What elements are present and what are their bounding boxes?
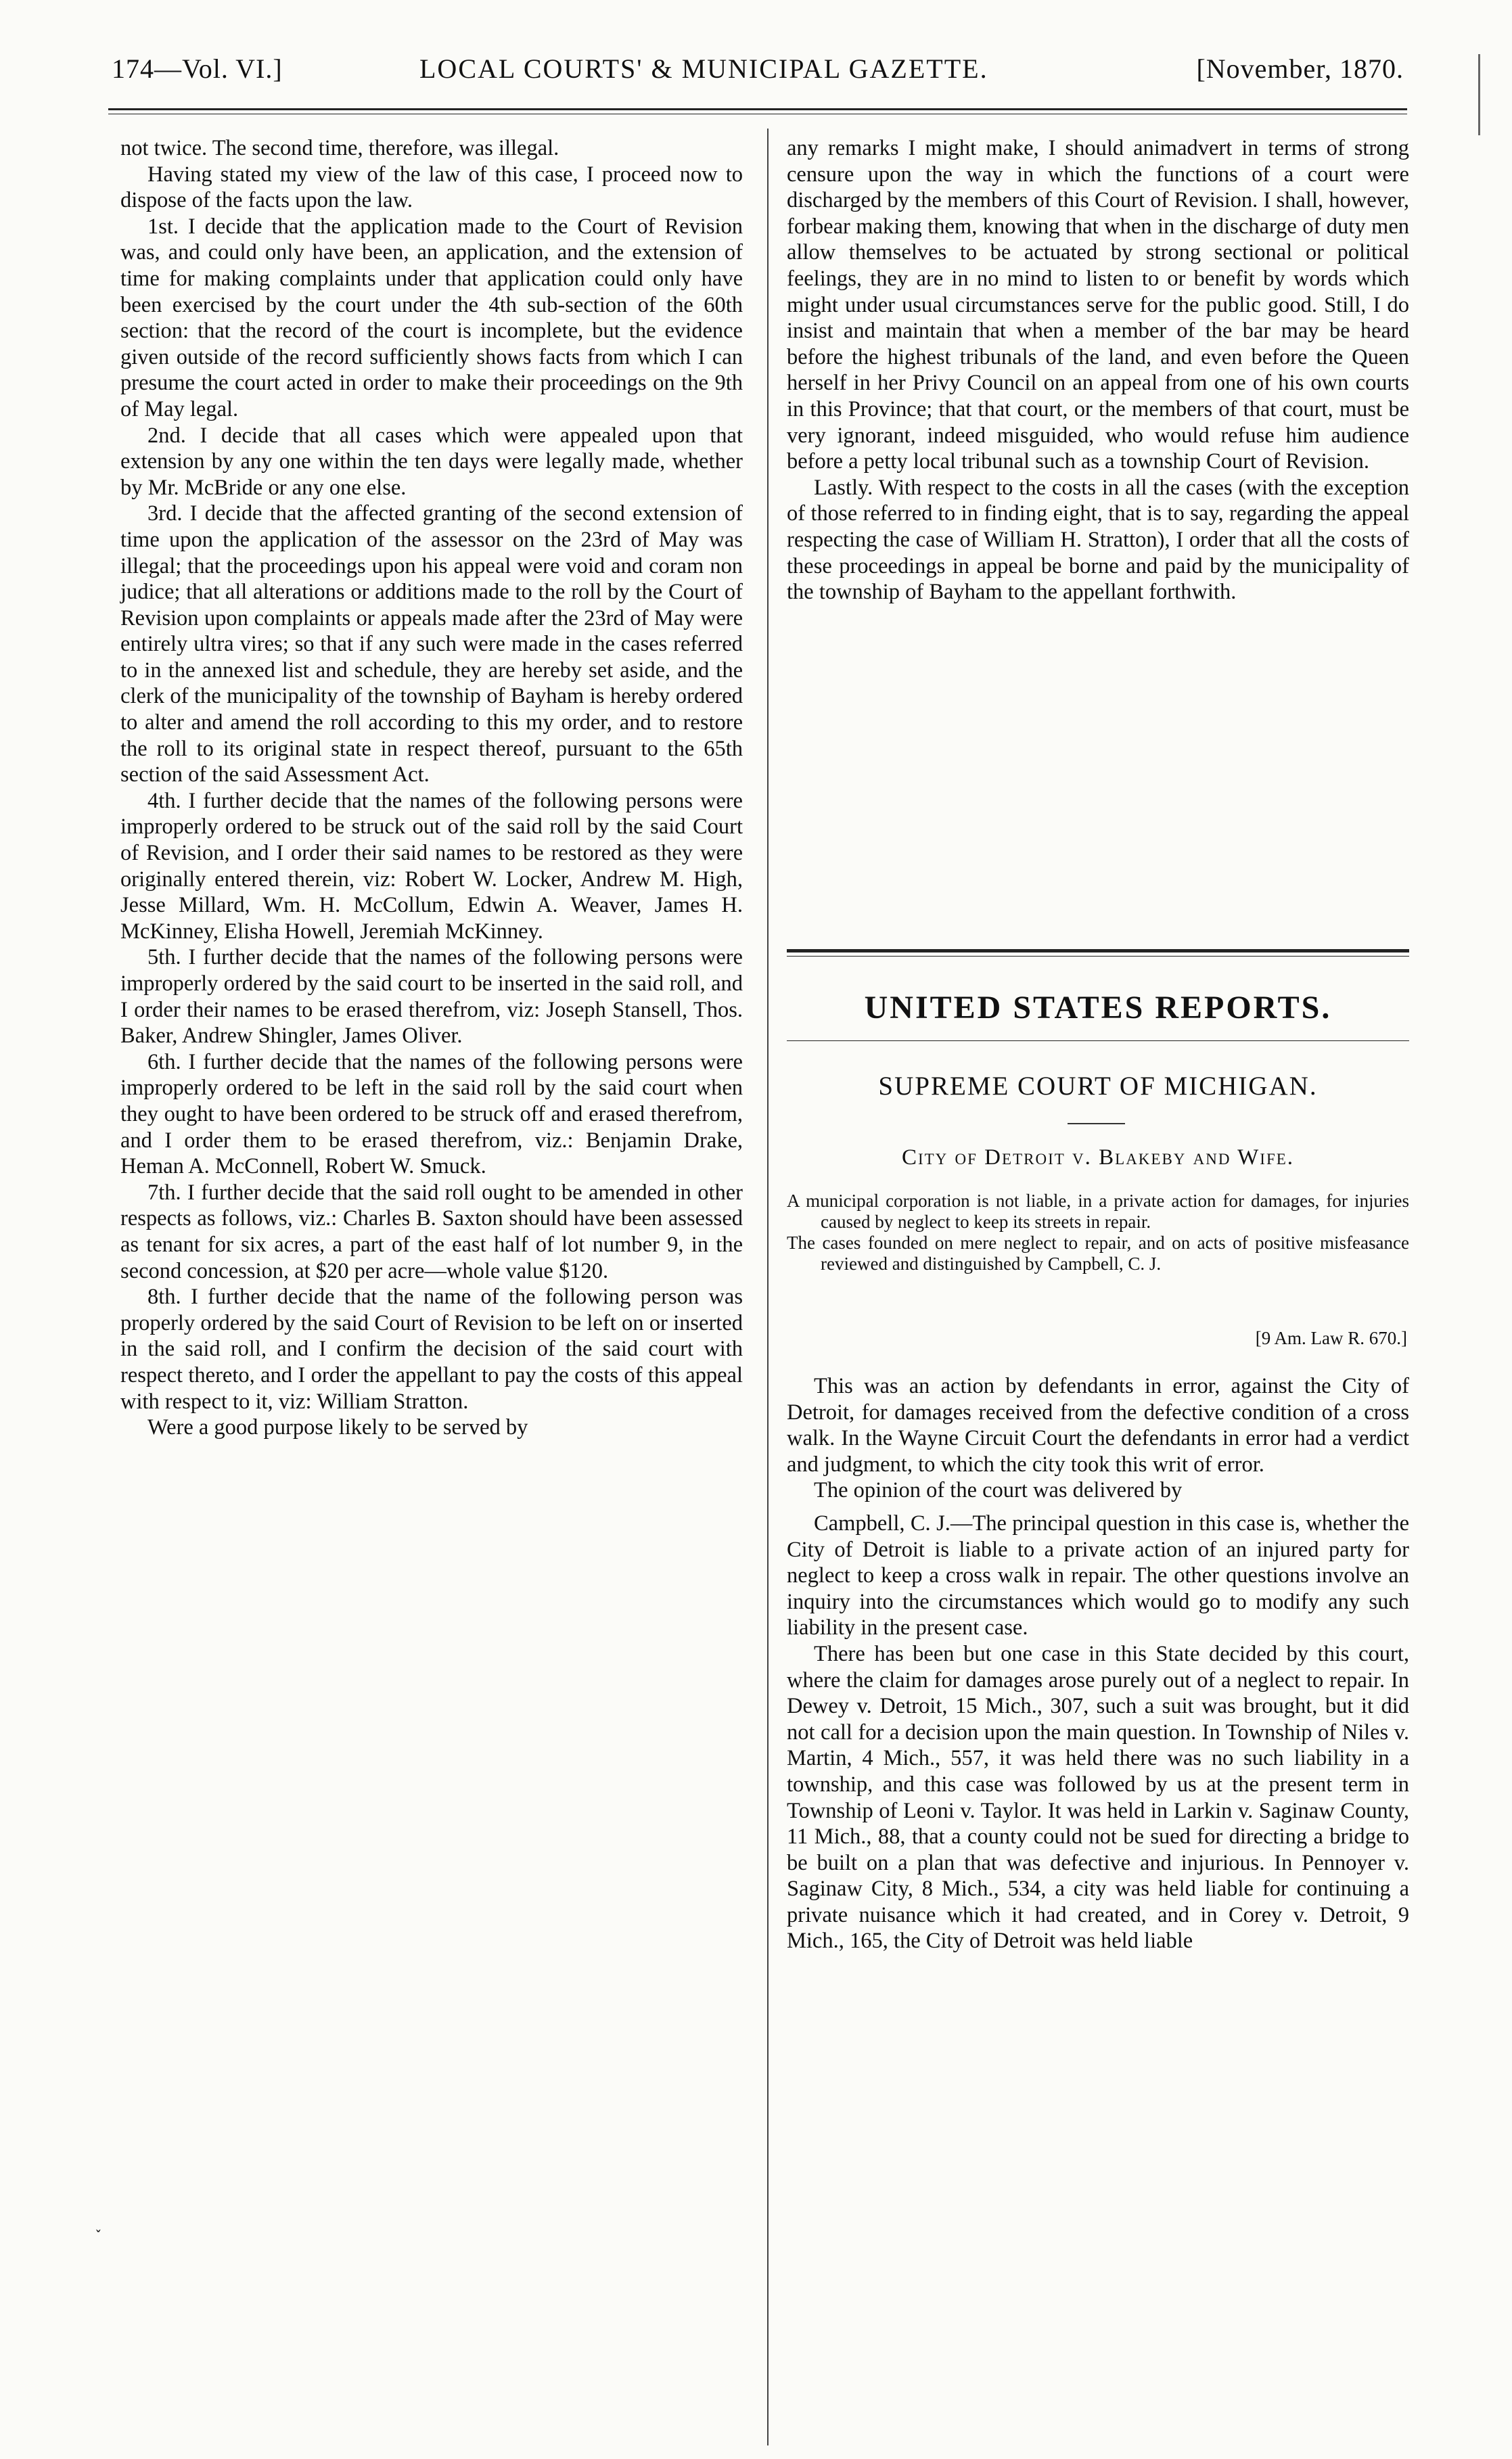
court-rule (1068, 1123, 1125, 1124)
paragraph: 1st. I decide that the application made to the Court of Revision was, and could only have been, an application, and the extension of time for making complaints under that application could only have been exercised by the court under the 4th sub-section of the 60th section: that the record of the court is incomplete, but the evidence given outside of the record sufficiently shows facts from which I can presume the court acted in order to make their proceedings on the 9th of May legal. (120, 214, 743, 421)
case-title: City of Detroit v. Blakeby and Wife. (901, 1145, 1295, 1170)
section-title-rule (787, 1040, 1409, 1041)
section-title: UNITED STATES REPORTS. (864, 990, 1332, 1026)
margin-mark (1478, 54, 1480, 135)
paragraph: 6th. I further decide that the names of the following persons were improperly ordered to be left in the said roll by the said court when they ought to have been ordered to be struck off and erased therefrom, and I order them to be erased therefrom, viz.: Benjamin Drake, Heman A. McConnell, Robert W. Smuck. (120, 1049, 743, 1179)
paragraph: 3rd. I decide that the affected granting of the second extension of time upon the application of the assessor on the 23rd of May was illegal; that the proceedings upon his appeal were void and coram non judice; that all alterations or additions made to the roll by the Court of Revision upon complaints or appeals made after the 23rd of May were entirely ultra vires; so that if any such were made in the cases referred to in the annexed list and schedule, they are hereby set aside, and the clerk of the municipality of the township of Bayham is hereby ordered to alter and amend the roll according to this my order, and to restore the roll to its original state in respect thereof, pursuant to the 65th section of the said Assessment Act. (120, 501, 743, 787)
left-column (120, 135, 743, 1441)
section-rule-thin (787, 956, 1409, 957)
paragraph: 4th. I further decide that the names of the following persons were improperly ordered to be struck out of the said roll by the said Court of Revision, and I order their said names to be restored as they were originally entered therein, viz: Robert W. Locker, Andrew M. High, Jesse Millard, Wm. H. McCollum, Edwin A. Weaver, James H. McKinney, Elisha Howell, Jeremiah McKinney. (120, 788, 743, 944)
section-rule (787, 949, 1409, 952)
headnote: The cases founded on mere neglect to repair, and on acts of positive misfeasance reviewed and distinguished by Campbell, C. J. (787, 1233, 1409, 1274)
paragraph: Campbell, C. J.—The principal question in this case is, whether the City of Detroit is liable to a private action of an injured party for neglect to keep a cross walk in repair. The other questions involve an inquiry into the circumstances which would go to modify any such liability in the present case. (787, 1511, 1409, 1640)
margin-mark-left: ˯ (95, 2209, 102, 2233)
column-divider (767, 129, 769, 2445)
court-name: SUPREME COURT OF MICHIGAN. (878, 1072, 1318, 1101)
paragraph: 5th. I further decide that the names of the following persons were improperly ordered by the said court to be inserted in the said roll, and I order their names to be erased therefrom, viz: Joseph Stansell, Thos. Baker, Andrew Shingler, James Oliver. (120, 945, 743, 1049)
headnotes (787, 1191, 1409, 1274)
citation: [9 Am. Law R. 670.] (1255, 1328, 1407, 1348)
journal-title: LOCAL COURTS' & MUNICIPAL GAZETTE. (419, 53, 988, 84)
right-column-top (787, 135, 1409, 605)
header-rule (108, 108, 1407, 110)
paragraph: Lastly. With respect to the costs in all the cases (with the exception of those referred to in finding eight, that is to say, regarding the appeal respecting the case of William H. Stratton), I order that all the costs of these proceedings in appeal be borne and paid by the municipality of the township of Bayham to the appellant forthwith. (787, 475, 1409, 605)
paragraph: This was an action by defendants in error, against the City of Detroit, for damages received from the defective condition of a cross walk. In the Wayne Circuit Court the defendants in error had a verdict and judgment, to which the city took this writ of error. (787, 1374, 1409, 1477)
paragraph: 8th. I further decide that the name of the following person was properly ordered by the said Court of Revision to be left on or inserted in the said roll, and I confirm the decision of the said court with respect thereto, and I order the appellant to pay the costs of this appeal with respect to it, viz: William Stratton. (120, 1285, 743, 1414)
paragraph: 7th. I further decide that the said roll ought to be amended in other respects as follows, viz.: Charles B. Saxton should have been assessed as tenant for six acres, a part of the east half of lot number 9, in the second concession, at $20 per acre—whole value $120. (120, 1180, 743, 1283)
running-header (112, 53, 1404, 93)
right-column-bottom (787, 1373, 1409, 1954)
headnote: A municipal corporation is not liable, in a private action for damages, for injuries caused by neglect to keep its streets in repair. (787, 1191, 1409, 1232)
paragraph: Were a good purpose likely to be served by (147, 1415, 528, 1440)
paragraph: Having stated my view of the law of this case, I proceed now to dispose of the facts upon the law. (120, 162, 743, 213)
issue-date: [November, 1870. (1196, 53, 1404, 84)
paragraph: There has been but one case in this State decided by this court, where the claim for damages arose purely out of a neglect to repair. In Dewey v. Detroit, 15 Mich., 307, such a suit was brought, but it did not call for a decision upon the main question. In Township of Niles v. Martin, 4 Mich., 557, it was held there was no such liability in a township, and this case was followed by us at the present term in Township of Leoni v. Taylor. It was held in Larkin v. Saginaw County, 11 Mich., 88, that a county could not be sued for directing a bridge to be built on a plan that was defective and injurious. In Pennoyer v. Saginaw City, 8 Mich., 534, a city was held liable for continuing a private nuisance which it had created, and in Corey v. Detroit, 9 Mich., 165, the City of Detroit was held liable (787, 1641, 1409, 1954)
paragraph: any remarks I might make, I should animadvert in terms of strong censure upon the way in which the functions of a court were discharged by the members of this Court of Revision. I shall, however, forbear making them, knowing that when in the discharge of duty men allow themselves to be actuated by strong sectional or political feelings, they are in no mind to listen to or benefit by words which might under usual circumstances serve for the public good. Still, I do insist and maintain that when a member of the bar may be heard before the highest tribunals of the land, and even before the Queen herself in her Privy Council on an appeal from one of his own courts in this Province; that that court, or the members of that court, must be very ignorant, indeed misguided, who would refuse him audience before a petty local tribunal such as a township Court of Revision. (787, 136, 1409, 474)
paragraph: 2nd. I decide that all cases which were appealed upon that extension by any one within the ten days were legally made, whether by Mr. McBride or any one else. (120, 423, 743, 500)
paragraph: The opinion of the court was delivered by (814, 1478, 1183, 1503)
paragraph: not twice. The second time, therefore, was illegal. (120, 136, 559, 160)
page-number: 174—Vol. VI.] (112, 53, 283, 84)
